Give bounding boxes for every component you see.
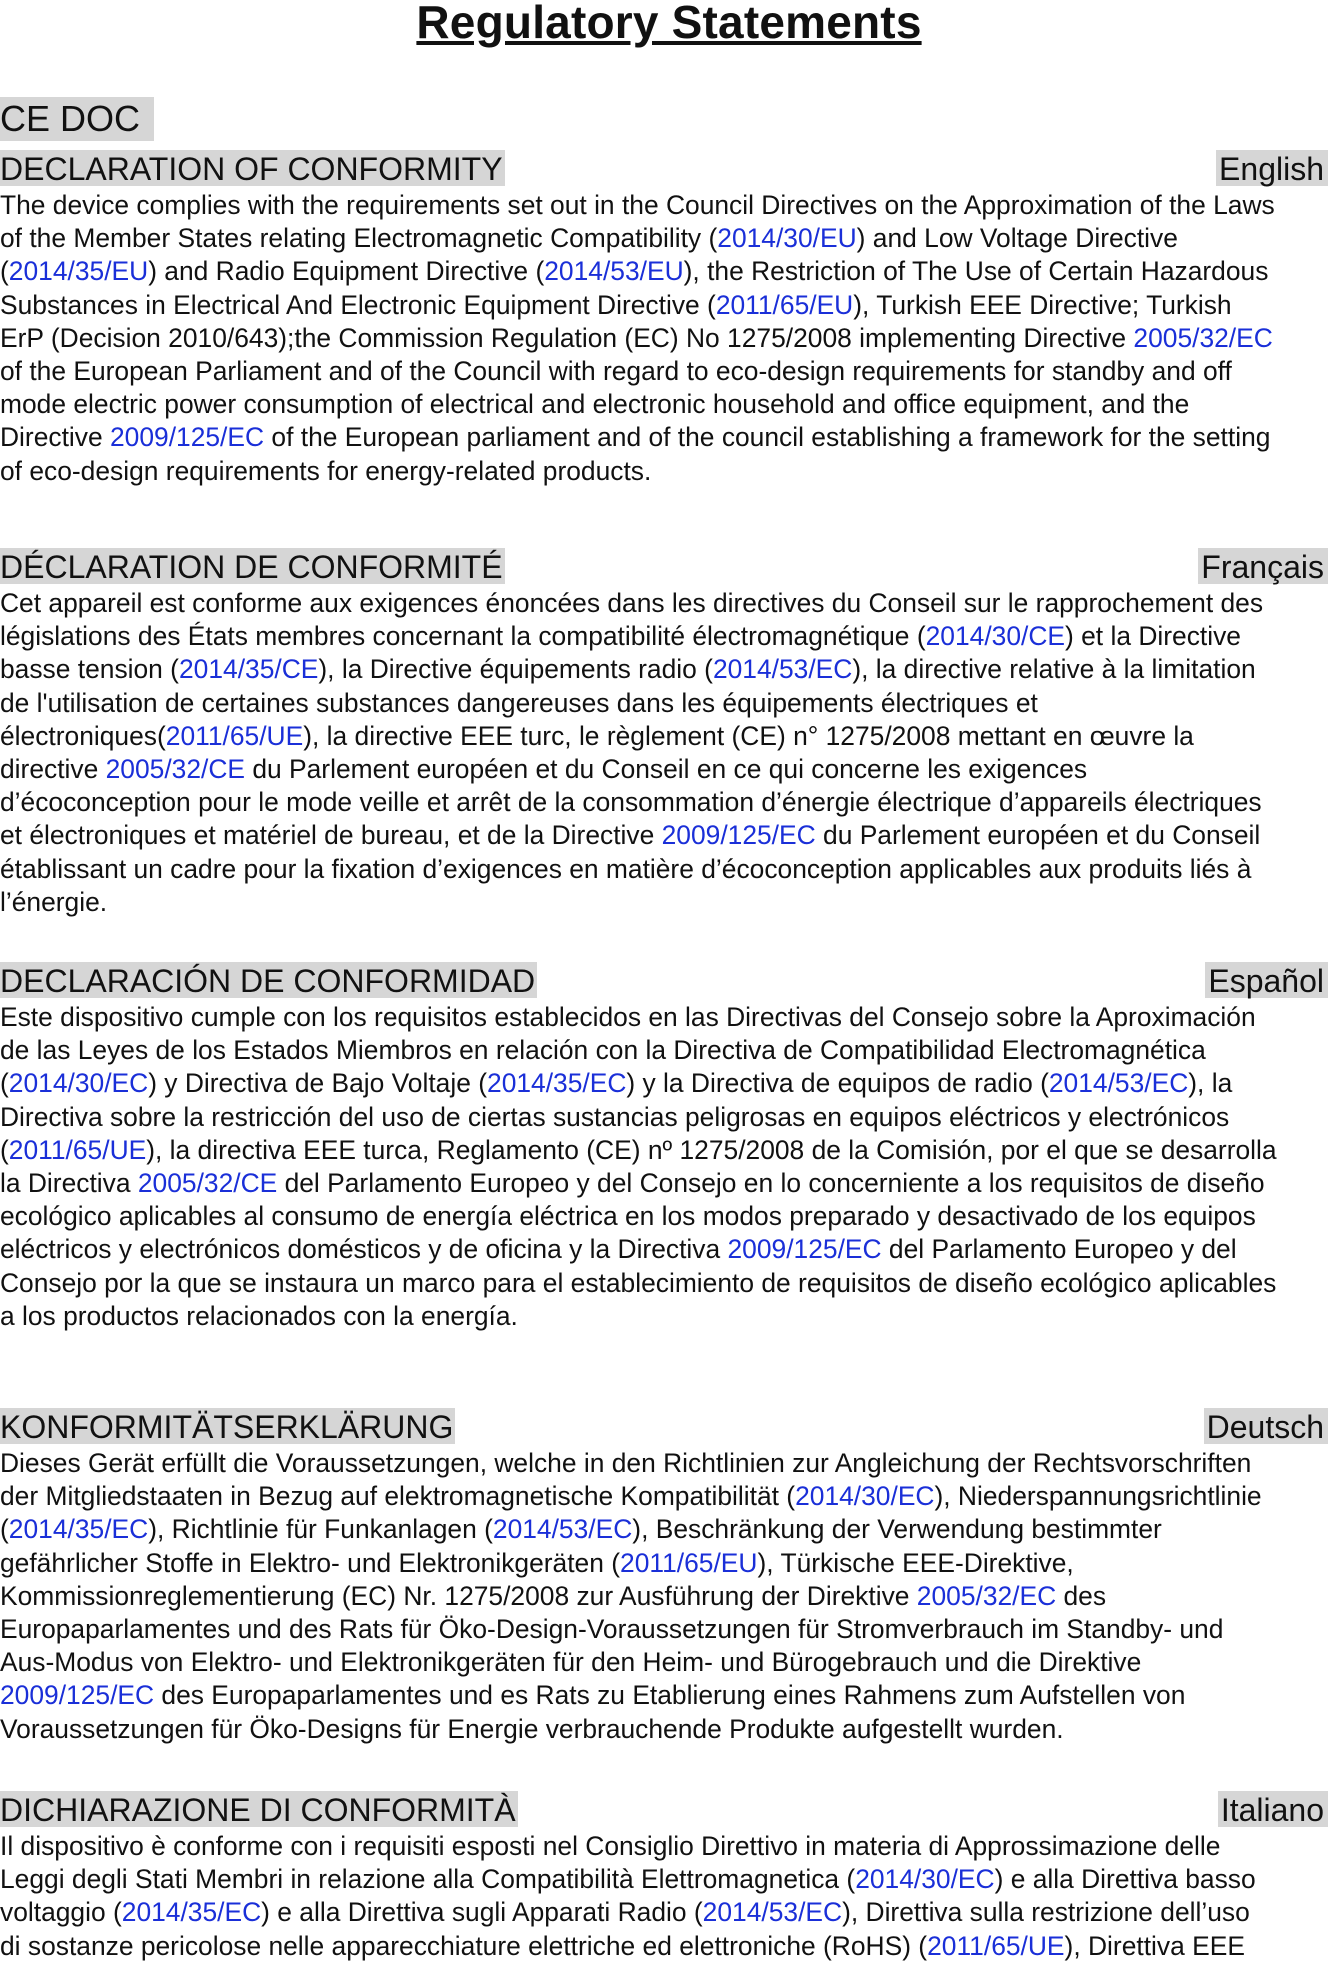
- text-segment: del Parlamento Europeo y del: [881, 1234, 1237, 1265]
- text-line: [0, 1167, 1338, 1200]
- text-line: [0, 455, 1338, 488]
- text-segment: (: [0, 1134, 9, 1165]
- text-segment: ) et la Directive: [1065, 621, 1241, 652]
- section-heading: DECLARATION OF CONFORMITY: [0, 151, 503, 187]
- text-segment: Substances in Electrical And Electronic Equipment Directive (: [0, 289, 716, 320]
- directive-reference: 2014/35/CE: [178, 654, 319, 685]
- directive-reference: 2014/35/EC: [121, 1897, 262, 1928]
- text-segment: Kommissionreglementierung (EC) Nr. 1275/2008 zur Ausführung der Direktive: [0, 1580, 917, 1611]
- directive-reference: 2014/35/EC: [487, 1068, 627, 1099]
- section-spanish: [0, 962, 1338, 1333]
- directive-reference: 2011/65/UE: [165, 720, 304, 751]
- section-body: [0, 587, 1338, 919]
- text-segment: Aus-Modus von Elektro- und Elektronikgeräten für den Heim- und Bürogebrauch und die Direktive: [0, 1647, 1142, 1678]
- section-italian: [0, 1791, 1338, 1963]
- text-segment: ) and Radio Equipment Directive (: [148, 256, 545, 287]
- section-body: [0, 1447, 1338, 1746]
- text-segment: du Parlement européen et du Conseil en ce qui concerne les exigences: [245, 754, 1088, 785]
- text-segment: del Parlamento Europeo y del Consejo en lo concerniente a los requisitos de diseño: [277, 1168, 1265, 1199]
- text-line: [0, 1267, 1338, 1300]
- text-segment: (: [0, 1068, 9, 1099]
- text-line: [0, 687, 1338, 720]
- text-line: [0, 289, 1338, 322]
- text-line: [0, 720, 1338, 753]
- section-body: [0, 1001, 1338, 1333]
- text-line: [0, 1930, 1338, 1963]
- directive-reference: 2014/53/EC: [1048, 1068, 1189, 1099]
- text-segment: ), la directive relative à la limitation: [852, 654, 1256, 685]
- text-segment: des: [1056, 1580, 1107, 1611]
- text-line: [0, 1896, 1338, 1929]
- text-line: [0, 1101, 1338, 1134]
- text-segment: of the Member States relating Electromagnetic Compatibility (: [0, 223, 718, 254]
- text-segment: Consejo por la que se instaura un marco para el establecimiento de requisitos de diseño ecológico aplicables: [0, 1267, 1277, 1298]
- text-segment: of eco-design requirements for energy-related products.: [0, 455, 652, 486]
- text-line: [0, 1513, 1338, 1546]
- section-german: [0, 1408, 1338, 1746]
- text-segment: di sostanze pericolose nelle apparecchiature elettriche ed elettroniche (RoHS) (: [0, 1930, 928, 1961]
- text-line: [0, 355, 1338, 388]
- text-segment: ) y Directiva de Bajo Voltaje (: [148, 1068, 488, 1099]
- directive-reference: 2014/30/EC: [795, 1481, 935, 1512]
- text-line: [0, 886, 1338, 919]
- text-segment: mode electric power consumption of electrical and electronic household and office equipment, and the: [0, 389, 1190, 420]
- section-heading: KONFORMITÄTSERKLÄRUNG: [0, 1409, 454, 1445]
- text-line: [0, 1547, 1338, 1580]
- text-line: [0, 189, 1338, 222]
- text-segment: du Parlement européen et du Conseil: [815, 820, 1261, 851]
- page-title: Regulatory Statements: [416, 0, 922, 48]
- text-segment: basse tension (: [0, 654, 179, 685]
- text-segment: ), Direttiva EEE: [1064, 1930, 1245, 1961]
- section-body: [0, 1830, 1338, 1963]
- text-segment: ), Beschränkung der Verwendung bestimmter: [632, 1514, 1162, 1545]
- directive-reference: 2005/32/CE: [105, 754, 245, 785]
- text-segment: de l'utilisation de certaines substances dangereuses dans les équipements électriques et: [0, 687, 1038, 718]
- text-segment: établissant un cadre pour la fixation d’exigences en matière d’écoconception applicables aux produits liés à: [0, 853, 1252, 884]
- directive-reference: 2014/53/EC: [712, 654, 853, 685]
- section-header: [0, 150, 1338, 188]
- text-segment: directive: [0, 754, 106, 785]
- text-line: [0, 1863, 1338, 1896]
- text-segment: ) e alla Direttiva sugli Apparati Radio (: [261, 1897, 703, 1928]
- section-language: Français: [1198, 548, 1328, 584]
- text-segment: ), la directiva EEE turca, Reglamento (CE) nº 1275/2008 de la Comisión, por el que se desarrolla: [146, 1134, 1277, 1165]
- text-segment: der Mitgliedstaaten in Bezug auf elektromagnetische Kompatibilität (: [0, 1481, 796, 1512]
- directive-reference: 2005/32/CE: [137, 1168, 278, 1199]
- directive-reference: 2014/30/EU: [717, 223, 857, 254]
- text-segment: ), la: [1188, 1068, 1233, 1099]
- section-heading: DECLARACIÓN DE CONFORMIDAD: [0, 963, 536, 999]
- text-segment: Directive: [0, 422, 110, 453]
- text-segment: eléctricos y electrónicos domésticos y de oficina y la Directiva: [0, 1234, 728, 1265]
- directive-reference: 2005/32/EC: [916, 1580, 1057, 1611]
- text-segment: ErP (Decision 2010/643);the Commission Regulation (EC) No 1275/2008 implementing Directive: [0, 322, 1134, 353]
- directive-reference: 2014/30/EC: [855, 1864, 995, 1895]
- text-segment: Dieses Gerät erfüllt die Voraussetzungen, welche in den Richtlinien zur Angleichung der Rechtsvorschriften: [0, 1448, 1252, 1478]
- text-segment: ecológico aplicables al consumo de energía eléctrica en los modos preparado y desactivado de los equipos: [0, 1201, 1256, 1232]
- text-segment: voltaggio (: [0, 1897, 122, 1928]
- text-segment: ), Turkish EEE Directive; Turkish: [853, 289, 1232, 320]
- text-segment: Voraussetzungen für Öko-Designs für Energie verbrauchende Produkte aufgestellt wurden.: [0, 1713, 1064, 1744]
- text-line: [0, 1713, 1338, 1746]
- text-segment: électroniques(: [0, 720, 166, 751]
- text-segment: ), la Directive équipements radio (: [318, 654, 713, 685]
- text-line: [0, 1613, 1338, 1646]
- directive-reference: 2011/65/EU: [715, 289, 854, 320]
- section-header: [0, 548, 1338, 586]
- section-header: [0, 1791, 1338, 1829]
- section-language: English: [1216, 150, 1328, 186]
- text-segment: ), Türkische EEE-Direktive,: [757, 1547, 1074, 1578]
- text-segment: ), Richtlinie für Funkanlagen (: [148, 1514, 493, 1545]
- text-line: [0, 222, 1338, 255]
- text-line: [0, 1067, 1338, 1100]
- text-segment: ), the Restriction of The Use of Certain Hazardous: [683, 256, 1269, 287]
- directive-reference: 2009/125/EC: [0, 1680, 155, 1711]
- text-segment: Europaparlamentes und des Rats für Öko-Design-Voraussetzungen für Stromverbrauch im Standby- und: [0, 1614, 1224, 1645]
- text-segment: ), la directive EEE turc, le règlement (CE) n° 1275/2008 mettant en œuvre la: [303, 720, 1194, 751]
- text-line: [0, 1646, 1338, 1679]
- text-line: [0, 1233, 1338, 1266]
- text-segment: ) and Low Voltage Directive: [856, 223, 1178, 254]
- text-line: [0, 1679, 1338, 1712]
- text-line: [0, 1134, 1338, 1167]
- ce-doc-label: CE DOC: [0, 97, 154, 141]
- directive-reference: 2014/53/EC: [492, 1514, 633, 1545]
- text-segment: législations des États membres concernant la compatibilité électromagnétique (: [0, 621, 926, 652]
- directive-reference: 2009/125/EC: [109, 422, 265, 453]
- section-heading: DICHIARAZIONE DI CONFORMITÀ: [0, 1792, 516, 1828]
- section-header: [0, 962, 1338, 1000]
- text-line: [0, 1830, 1338, 1863]
- text-line: [0, 1001, 1338, 1034]
- directive-reference: 2011/65/EU: [620, 1547, 758, 1578]
- section-english: [0, 150, 1338, 488]
- text-line: [0, 388, 1338, 421]
- directive-reference: 2014/30/CE: [925, 621, 1065, 652]
- directive-reference: 2014/53/EU: [544, 256, 684, 287]
- directive-reference: 2014/35/EU: [8, 256, 149, 287]
- text-segment: ), Direttiva sulla restrizione dell’uso: [842, 1897, 1250, 1928]
- text-segment: d’écoconception pour le mode veille et arrêt de la consommation d’énergie électrique d’appareils électriques: [0, 787, 1262, 818]
- text-line: [0, 587, 1338, 620]
- section-header: [0, 1408, 1338, 1446]
- text-line: [0, 1580, 1338, 1613]
- text-segment: ) y la Directiva de equipos de radio (: [626, 1068, 1049, 1099]
- text-segment: (: [0, 256, 9, 287]
- text-segment: Leggi degli Stati Membri in relazione alla Compatibilità Elettromagnetica (: [0, 1864, 856, 1895]
- text-line: [0, 1480, 1338, 1513]
- text-segment: of the European Parliament and of the Council with regard to eco-design requirements for standby and off: [0, 356, 1232, 387]
- section-language: Italiano: [1218, 1791, 1328, 1827]
- section-body: [0, 189, 1338, 488]
- text-segment: Il dispositivo è conforme con i requisiti esposti nel Consiglio Direttivo in materia di Approssimazione delle: [0, 1831, 1221, 1861]
- directive-reference: 2005/32/EC: [1133, 322, 1273, 353]
- text-line: [0, 1300, 1338, 1333]
- directive-reference: 2014/53/EC: [702, 1897, 843, 1928]
- text-line: [0, 1034, 1338, 1067]
- directive-reference: 2014/35/EC: [8, 1514, 149, 1545]
- text-line: [0, 753, 1338, 786]
- section-language: Deutsch: [1204, 1408, 1328, 1444]
- text-segment: (: [0, 1514, 9, 1545]
- directive-reference: 2014/30/EC: [8, 1068, 149, 1099]
- text-segment: Directiva sobre la restricción del uso de ciertas sustancias peligrosas en equipos eléctricos y electrónicos: [0, 1101, 1230, 1132]
- directive-reference: 2009/125/EC: [727, 1234, 882, 1265]
- text-line: [0, 1447, 1338, 1480]
- text-segment: ) e alla Direttiva basso: [994, 1864, 1256, 1895]
- text-line: [0, 255, 1338, 288]
- text-segment: The device complies with the requirements set out in the Council Directives on the Approximation of the Laws: [0, 190, 1275, 220]
- text-segment: la Directiva: [0, 1168, 138, 1199]
- text-segment: de las Leyes de los Estados Miembros en relación con la Directiva de Compatibilidad Electromagnética: [0, 1035, 1206, 1066]
- text-segment: gefährlicher Stoffe in Elektro- und Elektronikgeräten (: [0, 1547, 621, 1578]
- text-segment: et électroniques et matériel de bureau, et de la Directive: [0, 820, 662, 851]
- text-segment: of the European parliament and of the council establishing a framework for the setting: [264, 422, 1271, 453]
- section-heading: DÉCLARATION DE CONFORMITÉ: [0, 549, 503, 585]
- directive-reference: 2011/65/UE: [927, 1930, 1065, 1961]
- text-segment: Cet appareil est conforme aux exigences énoncées dans les directives du Conseil sur le rapprochement des: [0, 588, 1264, 618]
- text-segment: a los productos relacionados con la energía.: [0, 1300, 518, 1331]
- text-line: [0, 853, 1338, 886]
- section-french: [0, 548, 1338, 919]
- text-line: [0, 322, 1338, 355]
- text-line: [0, 653, 1338, 686]
- section-language: Español: [1205, 962, 1328, 998]
- text-segment: ), Niederspannungsrichtlinie: [934, 1481, 1262, 1512]
- text-segment: l’énergie.: [0, 886, 108, 917]
- text-line: [0, 819, 1338, 852]
- directive-reference: 2009/125/EC: [661, 820, 816, 851]
- directive-reference: 2011/65/UE: [8, 1134, 147, 1165]
- text-line: [0, 421, 1338, 454]
- text-line: [0, 1200, 1338, 1233]
- text-segment: des Europaparlamentes und es Rats zu Etablierung eines Rahmens zum Aufstellen von: [154, 1680, 1186, 1711]
- text-segment: Este dispositivo cumple con los requisitos establecidos en las Directivas del Consejo sobre la Aproximación: [0, 1002, 1256, 1032]
- text-line: [0, 786, 1338, 819]
- text-line: [0, 620, 1338, 653]
